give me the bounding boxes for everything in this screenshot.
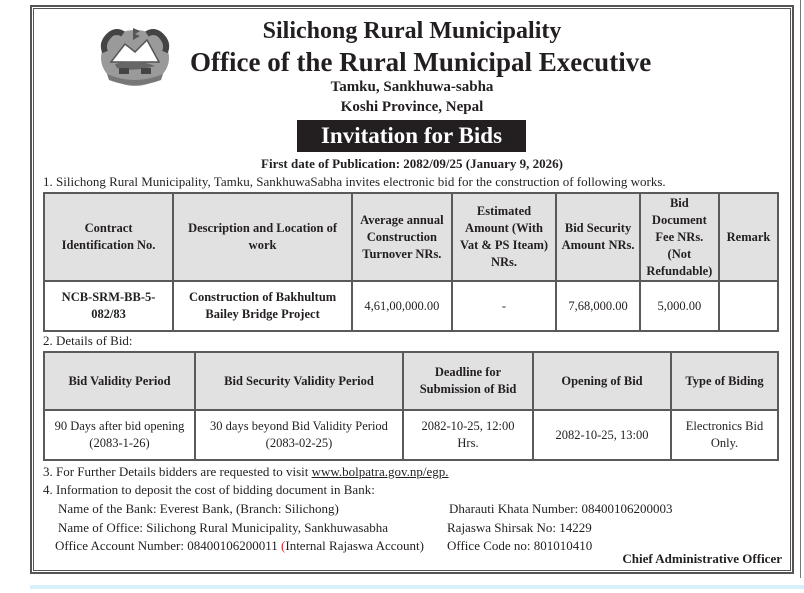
invitation-banner: Invitation for Bids: [297, 120, 526, 152]
opening-value: 2082-10-25, 13:00: [533, 410, 671, 460]
table-row: [44, 410, 778, 460]
bank-name: Name of the Bank: Everest Bank, (Branch: Silichong): [58, 501, 339, 516]
turnover-value: 4,61,00,000.00: [352, 281, 452, 331]
security-validity-line-1: 30 days beyond Bid Validity Period: [210, 419, 388, 433]
office-account-type: Internal Rajaswa Account): [285, 538, 424, 553]
signer-title: Chief Administrative Officer: [622, 551, 782, 566]
deadline-value: [403, 410, 533, 460]
bid-type-value: [671, 410, 778, 460]
deadline-line-2: Hrs.: [457, 436, 479, 450]
col-bid-validity: Bid Validity Period: [44, 352, 195, 410]
bid-type-line-2: Only.: [710, 436, 739, 450]
page-divider: [800, 0, 801, 578]
publication-date: First date of Publication: 2082/09/25 (January 9, 2026): [261, 156, 563, 171]
section-2-title: 2. Details of Bid:: [43, 333, 133, 348]
col-opening: Opening of Bid: [533, 352, 671, 410]
table-row: [44, 281, 778, 331]
works-table-header: [44, 193, 778, 281]
security-validity-value: [195, 410, 403, 460]
office-account: [55, 538, 424, 554]
doc-fee-value: 5,000.00: [640, 281, 719, 331]
remark-value: [719, 281, 778, 331]
section-3: [43, 464, 449, 480]
bolpatra-link[interactable]: www.bolpatra.gov.np/egp.: [311, 464, 449, 479]
bid-security-value: 7,68,000.00: [556, 281, 639, 331]
col-contract-id: Contract Identification No.: [44, 193, 173, 281]
bid-type-line-1: Electronics Bid: [685, 419, 764, 433]
paren-mark: (: [281, 538, 286, 553]
bid-validity-line-2: (2083-1-26): [89, 436, 150, 450]
municipality-name: Silichong Rural Municipality: [262, 18, 562, 44]
dharauti-khata: Dharauti Khata Number: 08400106200003: [449, 501, 673, 516]
col-doc-fee: Bid Document Fee NRs. (Not Refundable): [640, 193, 719, 281]
rajaswa-shirsak: Rajaswa Shirsak No: 14229: [447, 520, 592, 535]
col-estimated: Estimated Amount (With Vat & PS Iteam) NRs.: [452, 193, 557, 281]
deadline-line-1: 2082-10-25, 12:00: [421, 419, 515, 433]
estimated-value: -: [452, 281, 557, 331]
col-deadline: Deadline for Submission of Bid: [403, 352, 533, 410]
works-table: [43, 192, 779, 332]
bid-details-header: [44, 352, 778, 410]
address-line-1: Tamku, Sankhuwa-sabha: [330, 79, 494, 95]
section-1-intro: 1. Silichong Rural Municipality, Tamku, SankhuwaSabha invites electronic bid for the construction of following works.: [43, 174, 666, 189]
section-4-title: 4. Information to deposit the cost of bidding document in Bank:: [43, 482, 375, 497]
bid-details-table: [43, 351, 779, 461]
contract-id: NCB-SRM-BB-5-082/83: [44, 281, 173, 331]
col-remark: Remark: [719, 193, 778, 281]
section-3-text: 3. For Further Details bidders are requested to visit: [43, 464, 312, 479]
col-description: Description and Location of work: [173, 193, 352, 281]
bid-validity-line-1: 90 Days after bid opening: [54, 419, 185, 433]
col-security-validity: Bid Security Validity Period: [195, 352, 403, 410]
col-bid-security: Bid Security Amount NRs.: [556, 193, 639, 281]
office-name: Office of the Rural Municipal Executive: [190, 47, 652, 77]
bottom-strip: [30, 585, 804, 589]
office-name-info: Name of Office: Silichong Rural Municipality, Sankhuwasabha: [58, 520, 388, 535]
bid-validity-value: [44, 410, 195, 460]
security-validity-line-2: (2083-02-25): [265, 436, 333, 450]
col-turnover: Average annual Construction Turnover NRs.: [352, 193, 452, 281]
nepal-coat-of-arms-icon: [95, 22, 175, 90]
work-description: Construction of Bakhultum Bailey Bridge Project: [173, 281, 352, 331]
office-code: Office Code no: 801010410: [447, 538, 593, 553]
address-line-2: Koshi Province, Nepal: [340, 99, 484, 115]
col-type: Type of Biding: [671, 352, 778, 410]
office-account-number: Office Account Number: 08400106200011: [55, 538, 282, 553]
